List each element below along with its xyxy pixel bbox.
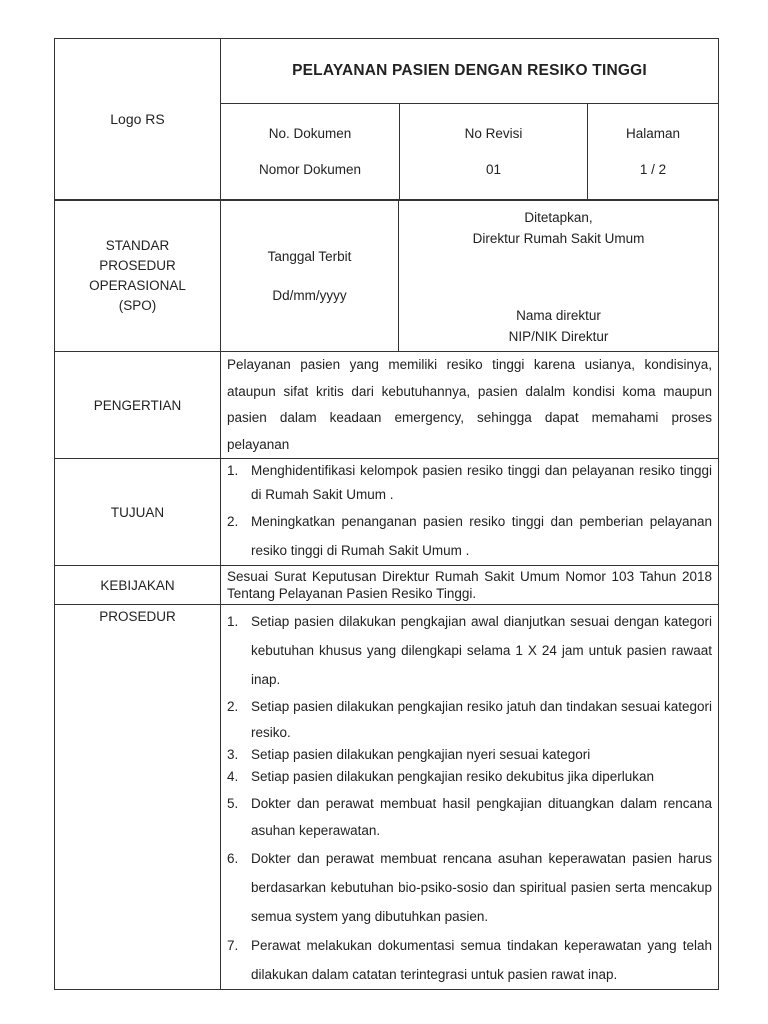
pengertian-label: PENGERTIAN (55, 352, 221, 459)
page-label: Halaman (625, 125, 681, 141)
kebijakan-label: KEBIJAKAN (55, 566, 221, 605)
list-item: 2. Setiap pasien dilakukan pengkajian resiko jatuh dan tindakan sesuai kategori resiko. (227, 699, 712, 740)
spo-label-cell (55, 201, 221, 352)
list-item: 3. Setiap pasien dilakukan pengkajian nyeri sesuai kategori (227, 747, 591, 762)
prosedur-content (221, 605, 719, 990)
revision-label: No Revisi (464, 125, 523, 141)
approval-cell (399, 201, 719, 352)
revision-cell (400, 104, 588, 200)
list-item: 6. Dokter dan perawat membuat rencana asuhan keperawatan pasien harus berdasarkan kebutuhan bio-psiko-sosio dan spiritual pasien serta mencakup semua system yang dibutuhkan pasien. (227, 851, 712, 924)
list-item: 7. Perawat melakukan dokumentasi semua tindakan keperawatan yang telah dilakukan dalam catatan terintegrasi untuk pasien rawat inap. (227, 938, 712, 982)
tujuan-content (221, 459, 719, 566)
director-name: Nama direktur (516, 308, 601, 323)
spo-label-line: (SPO) (118, 298, 157, 313)
spo-label-line: PROSEDUR (99, 258, 176, 273)
spo-document (54, 38, 718, 990)
doc-number-value: Nomor Dokumen (258, 161, 362, 177)
page-cell (588, 104, 719, 200)
revision-value: 01 (485, 161, 502, 177)
doc-number-label: No. Dokumen (268, 125, 352, 141)
list-item: 1. Setiap pasien dilakukan pengkajian awal dianjutkan sesuai dengan kategori kebutuhan khusus yang dilengkapi selama 1 X 24 jam untuk pasien rawaat inap. (227, 614, 712, 687)
page-value: 1 / 2 (639, 161, 667, 177)
list-item: 5. Dokter dan perawat membuat hasil pengkajian dituangkan dalam rencana asuhan keperawatan. (227, 796, 712, 838)
list-item: 4. Setiap pasien dilakukan pengkajian resiko dekubitus jika diperlukan (227, 769, 655, 784)
logo-placeholder: Logo RS (55, 39, 221, 200)
spo-label-line: STANDAR (105, 238, 170, 253)
list-item: 2. Meningkatkan penanganan pasien resiko tinggi dan pemberian pelayanan resiko tinggi di Rumah Sakit Umum . (227, 514, 712, 558)
document-title: PELAYANAN PASIEN DENGAN RESIKO TINGGI (221, 39, 719, 104)
director-id: NIP/NIK Direktur (508, 329, 609, 344)
issue-date-label: Tanggal Terbit (267, 249, 352, 264)
issue-date-cell (221, 201, 399, 352)
tujuan-label: TUJUAN (55, 459, 221, 566)
issue-date-value: Dd/mm/yyyy (272, 288, 347, 303)
list-item: 1. Menghidentifikasi kelompok pasien resiko tinggi dan pelayanan resiko tinggi di Rumah Sakit Umum . (227, 463, 712, 502)
kebijakan-text: Sesuai Surat Keputusan Direktur Rumah Sakit Umum Nomor 103 Tahun 2018 Tentang Pelayanan Pasien Resiko Tinggi. (221, 566, 719, 605)
spo-body-table (54, 200, 719, 990)
spo-label-line: OPERASIONAL (89, 278, 186, 293)
approval-label: Ditetapkan, (524, 210, 593, 225)
pengertian-text: Pelayanan pasien yang memiliki resiko tinggi karena usianya, kondisinya, ataupun sifat kritis dari kebutuhannya, pasien dalalm kondisi koma maupun pasien dalam keadaan emergency, sehingga dapat memahami proses pelayanan (221, 352, 719, 459)
document-header (54, 38, 719, 200)
approval-title: Direktur Rumah Sakit Umum (472, 231, 645, 246)
doc-number-cell (221, 104, 400, 200)
prosedur-label: PROSEDUR (55, 605, 221, 990)
